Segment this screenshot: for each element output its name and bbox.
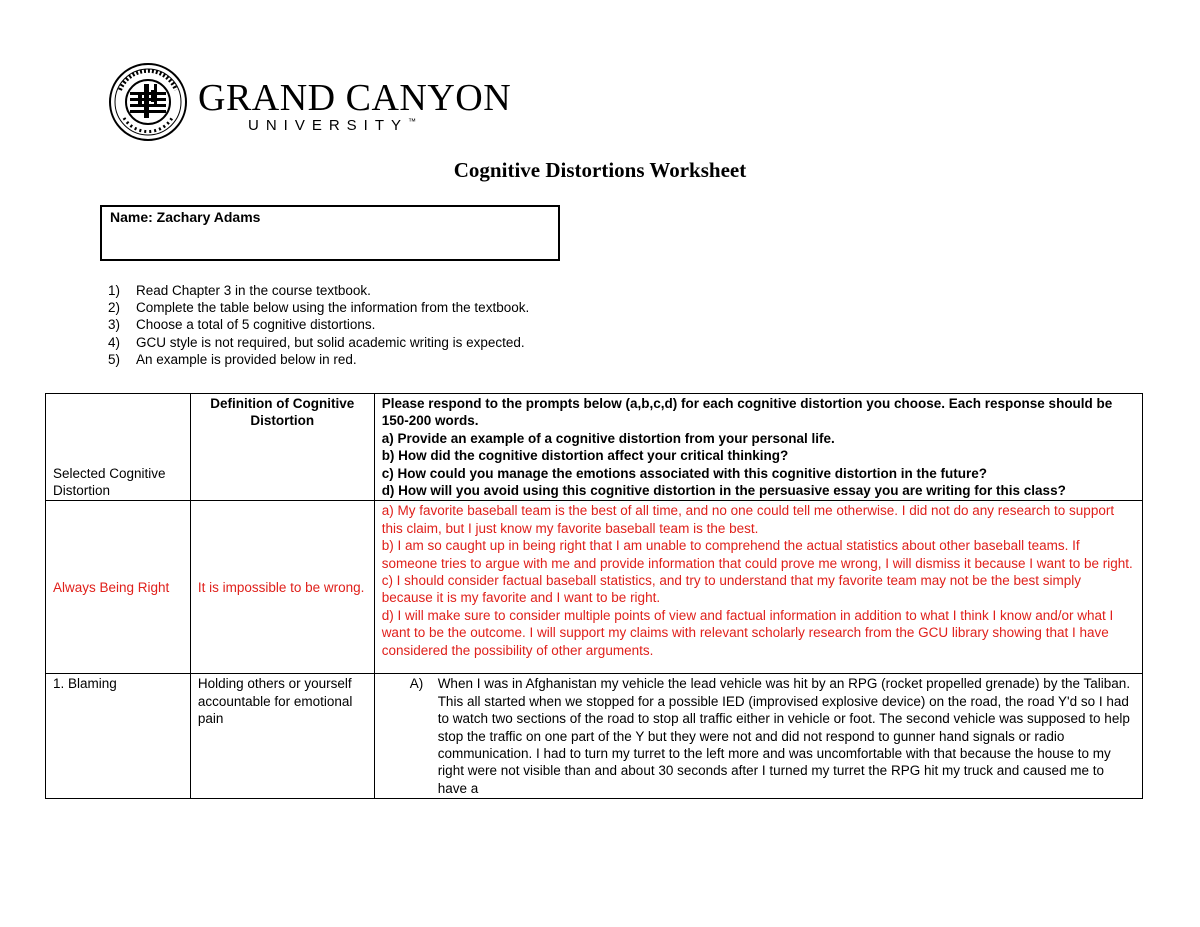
row1-response: A) When I was in Afghanistan my vehicle the lead vehicle was hit by an RPG (rocket propelled grenade) by the Taliban. This all started when we stopped for a possible IED (improvised explosive device) on the road, the road Y'd so I had to watch two sections of the road to stop all traffic either in vehicle or foot. The second vehicle was supposed to help stop the traffic on one part of the Y but they were not and did not respond to gunner hand signals or radio communication. I had to turn my turret to the left more and was uncomfortable with that because the house to my right were not visible than and about 30 seconds after I turned my turret the RPG hit my truck and caused me to have a	[374, 674, 1142, 799]
row1-distortion: 1. Blaming	[46, 674, 191, 799]
example-definition: It is impossible to be wrong.	[190, 501, 374, 674]
brand-subtitle: UNIVERSITY™	[248, 117, 417, 134]
name-box: Name: Zachary Adams	[100, 205, 560, 261]
instruction-item: 1) Read Chapter 3 in the course textbook.	[108, 283, 371, 298]
instruction-item: 2) Complete the table below using the information from the textbook.	[108, 300, 530, 316]
university-seal-icon	[108, 62, 188, 142]
instruction-item: 4) GCU style is not required, but solid academic writing is expected.	[108, 334, 525, 350]
distortions-table	[45, 393, 1143, 799]
table-row-example	[46, 501, 1143, 674]
header-prompts: Please respond to the prompts below (a,b,c,d) for each cognitive distortion you choose. Each response should be 150-200 words. a) Provide an example of a cognitive distortion from your personal life. b) How did the cognitive distortion affect your critical thinking? c) How could you manage the emotions associated with this cognitive distortion in the future? d) How will you avoid using this cognitive distortion in the persuasive essay you are writing for this class?	[374, 394, 1142, 501]
instruction-item: 3) Choose a total of 5 cognitive distortions.	[108, 317, 376, 333]
university-logo	[108, 62, 512, 142]
table-header-row	[46, 394, 1143, 501]
example-responses: a) My favorite baseball team is the best of all time, and no one could tell me otherwise. I did not do any research to support this claim, but I just know my favorite baseball team is the best. b) I am so caught up in being right that I am unable to comprehend the actual statistics about other baseball teams. If someone tries to argue with me and provide information that could prove me wrong, I will dismiss it because I want to be right. c) I should consider factual baseball statistics, and try to understand that my favorite team may not be the best simply because it is my favorite and I want to be right. d) I will make sure to consider multiple points of view and factual information in addition to what I think I know and/or what I want to be the outcome. I will support my claims with relevant scholarly research from the GCU library showing that I have considered the possibility of other arguments.	[374, 501, 1142, 674]
table-row-blaming	[46, 674, 1143, 799]
document-title: Cognitive Distortions Worksheet	[453, 158, 747, 182]
example-distortion: Always Being Right	[46, 501, 191, 674]
header-selected-distortion: Selected Cognitive Distortion	[46, 394, 191, 501]
trademark-symbol: ™	[408, 117, 417, 126]
header-definition: Definition of Cognitive Distortion	[190, 394, 374, 501]
instructions-list	[108, 282, 529, 368]
instruction-item: 5) An example is provided below in red.	[108, 351, 357, 367]
row1-definition: Holding others or yourself accountable for emotional pain	[190, 674, 374, 799]
brand-name: GRAND CANYON	[198, 77, 512, 119]
